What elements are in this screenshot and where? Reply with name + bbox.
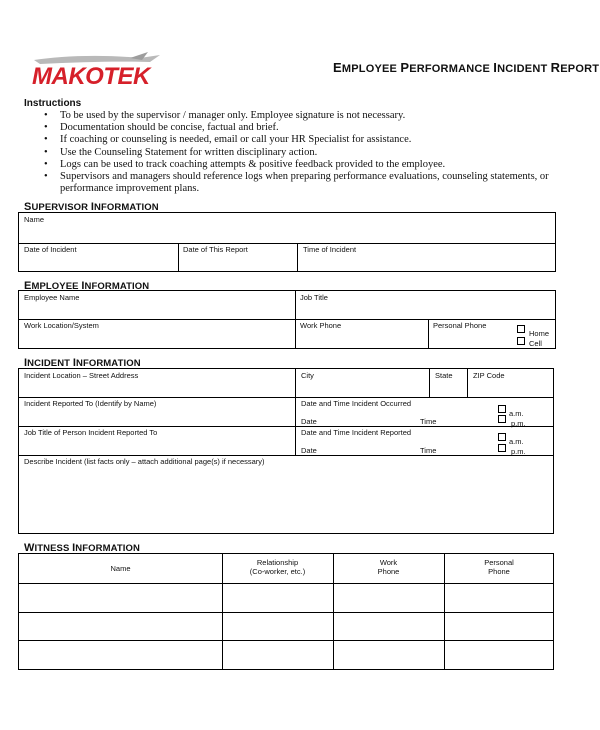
incident-section-title: INCIDENT INFORMATION [24, 357, 141, 369]
list-item: • Supervisors and managers should reference logs when preparing performance evaluations, counseling statements, or performance improvement plans. [44, 171, 564, 195]
table-row[interactable] [19, 584, 222, 612]
reported-pm-checkbox[interactable] [498, 444, 506, 452]
datetime-reported-label: Date and Time Incident Reported [301, 428, 412, 437]
witness-col-name: Name [110, 564, 131, 573]
supervisor-box [18, 212, 556, 272]
employee-box [18, 290, 556, 349]
time-of-incident-field[interactable]: Time of Incident [303, 245, 357, 254]
zip-field[interactable]: ZIP Code [473, 371, 505, 380]
incident-box [18, 368, 554, 534]
supervisor-section-title: SUPERVISOR INFORMATION [24, 201, 159, 213]
occurred-am-checkbox[interactable] [498, 405, 506, 413]
table-row[interactable] [19, 613, 222, 640]
work-location-field[interactable]: Work Location/System [24, 321, 99, 330]
job-title-reported-field[interactable]: Job Title of Person Incident Reported To [24, 428, 158, 437]
occurred-pm-checkbox[interactable] [498, 415, 506, 423]
cell-checkbox[interactable] [517, 337, 525, 345]
date-reported-field[interactable]: Date [301, 446, 317, 455]
list-item: • To be used by the supervisor / manager only. Employee signature is not necessary. [44, 110, 564, 122]
occurred-pm-label: p.m. [511, 419, 526, 428]
date-of-incident-field[interactable]: Date of Incident [24, 245, 77, 254]
reported-to-field[interactable]: Incident Reported To (Identify by Name) [24, 399, 157, 408]
supervisor-name-field[interactable]: Name [24, 215, 45, 224]
reported-am-label: a.m. [509, 437, 524, 446]
datetime-occurred-label: Date and Time Incident Occurred [301, 399, 412, 408]
report-title: EMPLOYEE PERFORMANCE INCIDENT REPORT [333, 60, 600, 75]
personal-phone-field[interactable]: Personal Phone [433, 321, 487, 330]
witness-col-relationship: Relationship (Co-worker, etc.) [249, 558, 306, 576]
describe-incident-field[interactable]: Describe Incident (list facts only – attach additional page(s) if necessary) [24, 457, 265, 466]
witness-table [18, 553, 554, 670]
list-item: • Logs can be used to track coaching attempts & positive feedback provided to the employee. [44, 159, 564, 171]
job-title-field[interactable]: Job Title [300, 293, 328, 302]
witness-col-work-phone: Work Phone [377, 558, 400, 576]
list-item: • Use the Counseling Statement for written disciplinary action. [44, 147, 564, 159]
occurred-am-label: a.m. [509, 409, 524, 418]
time-occurred-field[interactable]: Time [420, 417, 437, 426]
reported-pm-label: p.m. [511, 447, 526, 456]
date-of-report-field[interactable]: Date of This Report [183, 245, 248, 254]
cell-label: Cell [529, 339, 542, 348]
reported-am-checkbox[interactable] [498, 433, 506, 441]
company-logo [30, 52, 180, 90]
logo-text: MAKOTEK [32, 63, 150, 90]
date-occurred-field[interactable]: Date [301, 417, 317, 426]
city-field[interactable]: City [301, 371, 314, 380]
work-phone-field[interactable]: Work Phone [300, 321, 342, 330]
time-reported-field[interactable]: Time [420, 446, 437, 455]
witness-col-personal-phone: Personal Phone [484, 558, 514, 576]
state-field[interactable]: State [435, 371, 453, 380]
home-checkbox[interactable] [517, 325, 525, 333]
employee-name-field[interactable]: Employee Name [24, 293, 80, 302]
instructions-list [44, 110, 564, 195]
incident-location-field[interactable]: Incident Location – Street Address [24, 371, 139, 380]
home-label: Home [529, 329, 550, 338]
list-item: • If coaching or counseling is needed, email or call your HR Specialist for assistance. [44, 134, 564, 146]
table-row[interactable] [19, 641, 222, 669]
instructions-title: Instructions [24, 98, 82, 109]
list-item: • Documentation should be concise, factual and brief. [44, 122, 564, 134]
employee-section-title: EMPLOYEE INFORMATION [24, 280, 150, 292]
witness-section-title: WITNESS INFORMATION [24, 542, 140, 554]
